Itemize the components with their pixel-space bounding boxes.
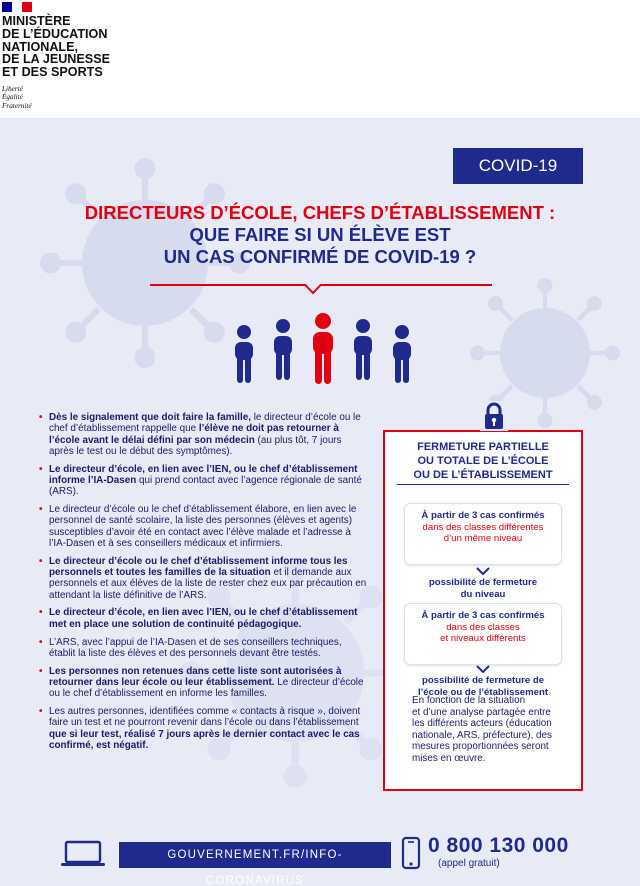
- instruction-emphasis: Les personnes non retenues dans cette liste sont autorisées à retourner dans leur école ou leur établissement.: [49, 665, 342, 688]
- instruction-text: Le directeur d’école ou le chef d’établissement en informe les familles.: [49, 676, 364, 700]
- card-line: dans des classes: [446, 621, 520, 633]
- instruction-emphasis: Le directeur d’école ou le chef d’établissement informe tous les personnels et toutes les familles de la situation: [49, 555, 348, 579]
- card-line: d’un même niveau: [443, 533, 523, 544]
- instruction-item: [38, 464, 368, 498]
- instruction-text: Les autres personnes, identifiées comme « contacts à risque », doivent faire un test et ne pourront revenir dans l’école ou dans l’établissement: [49, 706, 361, 729]
- closure-result-level: [405, 577, 561, 600]
- closure-result-school: [405, 662, 561, 698]
- note-line: En fonction de la situation: [412, 695, 526, 706]
- covid-badge: COVID-19: [453, 148, 583, 184]
- instruction-item: [38, 666, 368, 700]
- instruction-item: [38, 637, 368, 660]
- card-line: À partir de 3 cas confirmés: [421, 510, 545, 521]
- instruction-list: [38, 412, 368, 758]
- closure-title-line: OU DE L’ÉTABLISSEMENT: [413, 469, 553, 481]
- note-line: et d’une analyse partagée entre: [412, 706, 551, 718]
- people-group-icon: [228, 313, 418, 388]
- speech-pointer-icon: [305, 283, 321, 295]
- note-line: nationale, ARS, préfecture), des: [412, 729, 552, 741]
- page-title-line-2: QUE FAIRE SI UN ÉLÈVE EST: [189, 224, 451, 245]
- speech-line-right: [320, 284, 492, 286]
- ministry-name: [2, 15, 110, 79]
- instruction-text: qui prend contact avec l’agence régionale de santé (ARS).: [49, 474, 362, 498]
- closure-title-line: OU TOTALE DE L’ÉCOLE: [417, 455, 549, 467]
- french-flag-icon: [2, 2, 32, 12]
- phone-icon: [401, 836, 421, 870]
- instruction-item: [38, 607, 368, 630]
- result-line: possibilité de fermeture de: [421, 675, 545, 686]
- instruction-emphasis: Le directeur d’école, en lien avec l’IEN, ou le chef d’établissement met en place une solution de continuité pédagogique.: [49, 607, 358, 630]
- ministry-line: NATIONALE,: [2, 39, 79, 54]
- instruction-text: (au plus tôt, 7 jours après le test ou le début des symptômes).: [49, 434, 342, 457]
- card-line: dans des classes différentes: [422, 521, 544, 533]
- info-website-banner[interactable]: GOUVERNEMENT.FR/INFO-CORONAVIRUS: [119, 842, 391, 868]
- lock-icon-frame: [480, 401, 508, 431]
- page-title-line-3: UN CAS CONFIRMÉ DE COVID-19 ?: [163, 246, 477, 267]
- hotline-note: (appel gratuit): [438, 858, 500, 869]
- instruction-text: L’ARS, avec l’appui de l’IA-Dasen et de ses conseillers techniques, établit la liste des élèves et des personnels devant être testés.: [49, 636, 342, 659]
- ministry-line: DE L’ÉDUCATION: [2, 26, 108, 41]
- chevron-down-icon: [476, 567, 490, 575]
- instruction-item: [38, 504, 368, 549]
- closure-note: [412, 695, 572, 764]
- instruction-text: le directeur d’école ou le chef d’établissement rappelle que: [49, 412, 361, 435]
- instruction-text: et il demande aux personnels et aux élèves de la liste de rester chez eux par précaution en attendant la liste définitive de l’ARS.: [49, 567, 367, 601]
- page-title-line-1: DIRECTEURS D’ÉCOLE, CHEFS D’ÉTABLISSEMENT :: [84, 202, 556, 223]
- instruction-item: [38, 412, 368, 457]
- header: [0, 0, 640, 118]
- threshold-card-school: [405, 604, 561, 664]
- instruction-item: [38, 706, 368, 751]
- instruction-emphasis: Dès le signalement que doit faire la famille,: [49, 412, 251, 423]
- ministry-line: MINISTÈRE: [2, 14, 71, 28]
- laptop-icon: [60, 840, 106, 868]
- threshold-card-level: [405, 504, 561, 564]
- motto-line: Liberté: [2, 85, 23, 93]
- note-line: les différents acteurs (éducation: [412, 718, 552, 729]
- closure-title-line: FERMETURE PARTIELLE: [417, 441, 549, 453]
- closure-box-divider: [397, 484, 569, 485]
- ministry-line: ET DES SPORTS: [2, 65, 103, 80]
- poster: [0, 118, 640, 886]
- instruction-text: Le directeur d’école ou le chef d’établissement élabore, en lien avec le personnel de santé scolaire, la liste des personnes (élèves et agents) susceptibles d’avoir été en contact avec l’élève malade et l’adresse à l’IA-Dasen et à ses conseillers médicaux et infirmiers.: [49, 504, 357, 549]
- republic-motto: [2, 85, 32, 110]
- note-line: mesures proportionnées seront: [412, 741, 549, 752]
- result-line: du niveau: [460, 588, 506, 600]
- instruction-emphasis: l’élève ne doit pas retourner à l’école avant le délai défini par son médecin: [49, 423, 339, 446]
- instruction-emphasis: que si leur test, réalisé 7 jours après le dernier contact avec le cas confirmé, est négatif.: [49, 728, 360, 751]
- result-line: l’école ou de l’établissement: [417, 686, 549, 698]
- instruction-item: [38, 556, 368, 601]
- ministry-line: DE LA JEUNESSE: [2, 52, 111, 67]
- result-line: possibilité de fermeture: [428, 577, 538, 588]
- motto-line: Fraternité: [2, 101, 32, 110]
- motto-line: Égalité: [2, 93, 23, 102]
- speech-line-left: [150, 284, 306, 286]
- flag-blue-stripe: [2, 2, 12, 12]
- card-line: À partir de 3 cas confirmés: [421, 610, 545, 621]
- closure-box-title: [385, 440, 581, 482]
- card-line: et niveaux différents: [440, 633, 526, 644]
- flag-red-stripe: [22, 2, 32, 12]
- closure-box: [383, 430, 583, 791]
- flag-white-stripe: [12, 2, 22, 12]
- note-line: mises en œuvre.: [412, 752, 486, 764]
- instruction-emphasis: Le directeur d’école, en lien avec l’IEN, ou le chef d’établissement informe l’IA-Dasen: [49, 463, 358, 486]
- hotline-number[interactable]: 0 800 130 000: [428, 834, 569, 857]
- lock-icon: [480, 401, 508, 431]
